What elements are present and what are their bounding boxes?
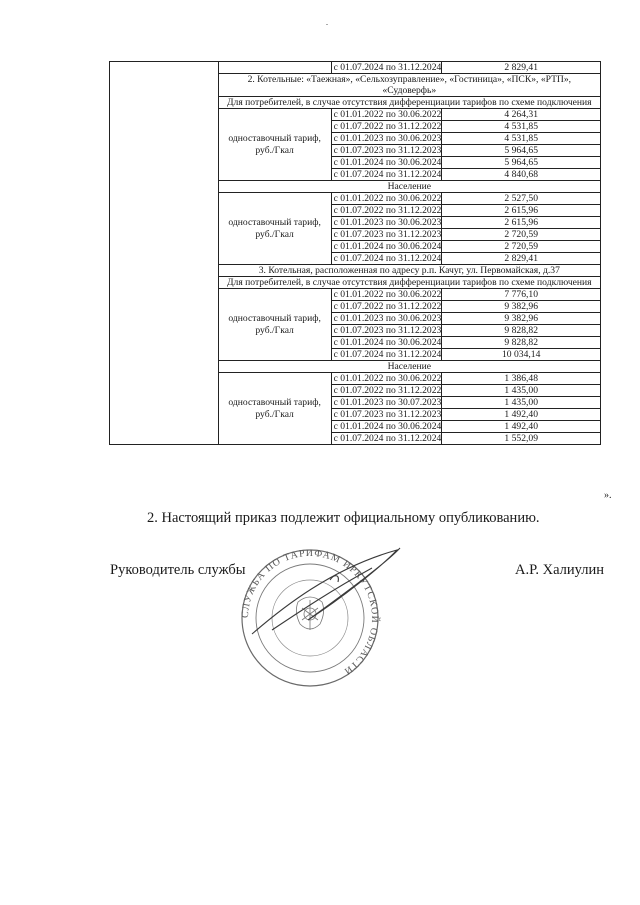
- period-date: с 01.01.2023 по 30.06.2023: [331, 217, 442, 229]
- tariff-value: 1 386,48: [442, 373, 601, 385]
- tariff-value: 1 435,00: [442, 397, 601, 409]
- signatory-name: А.Р. Халиулин: [515, 562, 604, 578]
- closing-quote: ».: [604, 490, 612, 501]
- tariff-value: 2 829,41: [442, 253, 601, 265]
- tariff-value: 9 828,82: [442, 325, 601, 337]
- tariff-value: 4 840,68: [442, 169, 601, 181]
- tariff-value: 4 531,85: [442, 133, 601, 145]
- period-date: с 01.07.2024 по 31.12.2024: [331, 62, 442, 74]
- period-date: с 01.07.2023 по 31.12.2023: [331, 409, 442, 421]
- tariff-value: 2 720,59: [442, 241, 601, 253]
- tariff-value: 9 382,96: [442, 301, 601, 313]
- period-date: с 01.07.2022 по 31.12.2022: [331, 121, 442, 133]
- coat-of-arms-icon: [296, 597, 323, 630]
- tariff-value: 5 964,65: [442, 157, 601, 169]
- tariff-value: 9 828,82: [442, 337, 601, 349]
- tariff-value: 10 034,14: [442, 349, 601, 361]
- period-date: с 01.07.2023 по 31.12.2023: [331, 145, 442, 157]
- period-date: с 01.01.2024 по 30.06.2024: [331, 421, 442, 433]
- tariff-value: 4 264,31: [442, 109, 601, 121]
- tariff-value: 2 829,41: [442, 62, 601, 74]
- period-date: с 01.01.2024 по 30.06.2024: [331, 241, 442, 253]
- svg-text:СЛУЖБА ПО ТАРИФАМ ИРКУТСКОЙ ОБ: [240, 548, 381, 677]
- section-header: 3. Котельная, расположенная по адресу р.п. Качуг, ул. Первомайская, д.37: [218, 265, 600, 277]
- period-date: с 01.07.2022 по 31.12.2022: [331, 301, 442, 313]
- tariff-value: 2 720,59: [442, 229, 601, 241]
- period-date: с 01.07.2024 по 31.12.2024: [331, 349, 442, 361]
- tariff-value: 9 382,96: [442, 313, 601, 325]
- tariff-value: 1 552,09: [442, 433, 601, 445]
- tariff-type-label: одноставочный тариф, руб./Гкал: [218, 289, 331, 361]
- period-date: с 01.07.2024 по 31.12.2024: [331, 253, 442, 265]
- signatory-title: Руководитель службы: [110, 562, 246, 578]
- tariff-value: 5 964,65: [442, 145, 601, 157]
- scan-speck: [326, 24, 328, 25]
- period-date: с 01.01.2022 по 30.06.2022: [331, 373, 442, 385]
- period-date: с 01.07.2022 по 31.12.2022: [331, 205, 442, 217]
- tariff-type-label: одноставочный тариф, руб./Гкал: [218, 109, 331, 181]
- tariff-value: 1 492,40: [442, 421, 601, 433]
- period-date: с 01.07.2023 по 31.12.2023: [331, 229, 442, 241]
- period-date: с 01.01.2023 по 30.06.2023: [331, 313, 442, 325]
- tariff-value: 7 776,10: [442, 289, 601, 301]
- tariff-value: 1 435,00: [442, 385, 601, 397]
- tariff-type-label: одноставочный тариф, руб./Гкал: [218, 373, 331, 445]
- tariff-value: 1 492,40: [442, 409, 601, 421]
- period-date: с 01.01.2024 по 30.06.2024: [331, 337, 442, 349]
- tariff-value: 2 615,96: [442, 205, 601, 217]
- tariff-value: 4 531,85: [442, 121, 601, 133]
- tariff-value: 2 527,50: [442, 193, 601, 205]
- period-date: с 01.07.2024 по 31.12.2024: [331, 169, 442, 181]
- period-date: с 01.07.2022 по 31.12.2022: [331, 385, 442, 397]
- period-date: с 01.01.2022 по 30.06.2022: [331, 193, 442, 205]
- tariff-table: [109, 61, 601, 445]
- tariff-value: 2 615,96: [442, 217, 601, 229]
- official-seal-stamp: [212, 538, 408, 688]
- period-date: с 01.01.2022 по 30.06.2022: [331, 109, 442, 121]
- section-header: Для потребителей, в случае отсутствия дифференциации тарифов по схеме подключения: [218, 97, 600, 109]
- period-date: с 01.01.2023 по 30.06.2023: [331, 133, 442, 145]
- section-header: 2. Котельные: «Таежная», «Сельхозуправление», «Гостиница», «ПСК», «РТП», «Судоверфь»: [218, 74, 600, 97]
- period-date: с 01.01.2022 по 30.06.2022: [331, 289, 442, 301]
- section-header: Население: [218, 181, 600, 193]
- section-header: Для потребителей, в случае отсутствия дифференциации тарифов по схеме подключения: [218, 277, 600, 289]
- paragraph-publication: 2. Настоящий приказ подлежит официальному опубликованию.: [147, 510, 540, 526]
- stamp-ring-text: СЛУЖБА ПО ТАРИФАМ ИРКУТСКОЙ ОБЛАСТИ: [239, 547, 381, 678]
- period-date: с 01.01.2023 по 30.07.2023: [331, 397, 442, 409]
- period-date: с 01.01.2024 по 30.06.2024: [331, 157, 442, 169]
- tariff-type-label: одноставочный тариф, руб./Гкал: [218, 193, 331, 265]
- tariff-period-row: [110, 62, 601, 74]
- left-blank-column: [110, 62, 219, 445]
- period-date: с 01.07.2024 по 31.12.2024: [331, 433, 442, 445]
- empty-cell: [218, 62, 331, 74]
- tariff-table-body: [110, 62, 601, 445]
- section-header: Население: [218, 361, 600, 373]
- period-date: с 01.07.2023 по 31.12.2023: [331, 325, 442, 337]
